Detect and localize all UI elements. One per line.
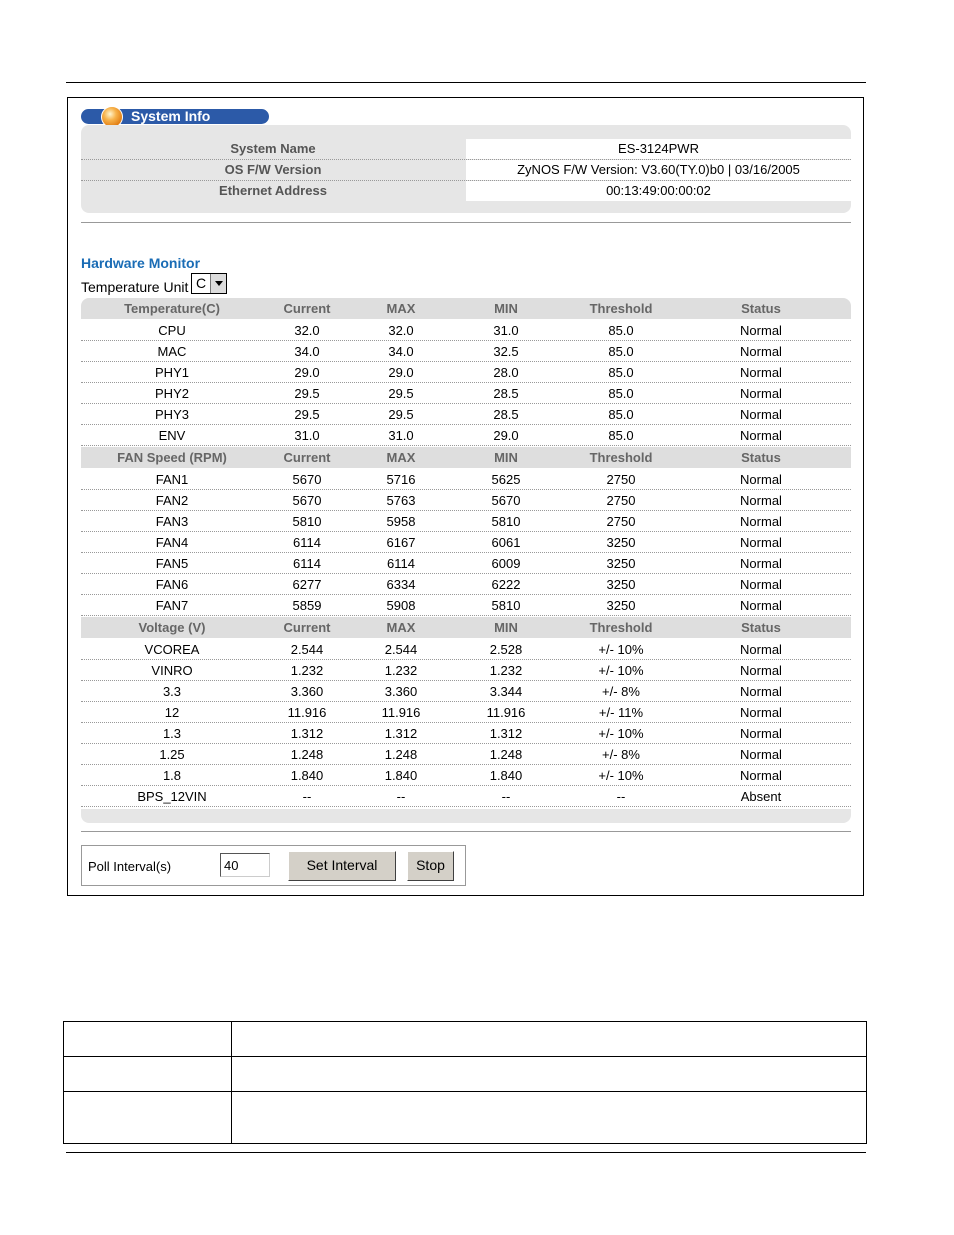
column-header: Threshold [589, 450, 653, 465]
table-cell: +/- 10% [598, 663, 644, 678]
table-header-row [81, 447, 851, 468]
system-name-label: System Name [230, 141, 316, 156]
table-cell: Normal [740, 407, 782, 422]
table-cell: 5859 [292, 598, 322, 613]
table-cell: 1.840 [384, 768, 418, 783]
section-separator [81, 222, 851, 223]
table-row [81, 404, 851, 425]
table-cell: 1.3 [162, 726, 182, 741]
table-cell: Normal [740, 365, 782, 380]
temperature-unit-label: Temperature Unit [81, 279, 189, 295]
column-header: Threshold [589, 301, 653, 316]
os-fw-version-label: OS F/W Version [224, 162, 322, 177]
table-row [81, 532, 851, 553]
table-cell: 5908 [386, 598, 416, 613]
table-cell: CPU [158, 323, 186, 338]
table-cell: 3250 [606, 556, 636, 571]
table-cell: 6167 [386, 535, 416, 550]
table-cell: ENV [158, 428, 186, 443]
table-header-row [81, 617, 851, 638]
table-cell: 2.528 [489, 642, 523, 657]
column-header: Voltage (V) [138, 620, 206, 635]
table-cell: +/- 10% [598, 726, 644, 741]
ethernet-address-row [81, 181, 851, 201]
table-cell: 5670 [292, 493, 322, 508]
table-cell: 85.0 [608, 386, 634, 401]
table-cell: 5625 [491, 472, 521, 487]
column-header: Temperature(C) [124, 301, 220, 316]
table-cell: VINRO [151, 663, 193, 678]
table-row [81, 320, 851, 341]
table-cell: PHY3 [155, 407, 189, 422]
table-cell: 29.5 [388, 386, 414, 401]
table-cell: 29.5 [294, 386, 320, 401]
table-cell: 1.25 [159, 747, 185, 762]
table-cell: 3.344 [489, 684, 523, 699]
table-cell: 32.0 [388, 323, 414, 338]
row-divider [81, 615, 851, 616]
table-cell: Normal [740, 386, 782, 401]
table-cell: 6061 [491, 535, 521, 550]
set-interval-button[interactable]: Set Interval [288, 851, 396, 881]
table-cell: 1.248 [290, 747, 324, 762]
table-cell: 6222 [491, 577, 521, 592]
table-cell: +/- 10% [598, 642, 644, 657]
table-cell: 6277 [292, 577, 322, 592]
table-cell: FAN1 [155, 472, 189, 487]
table-cell: 31.0 [294, 428, 320, 443]
table-row [81, 362, 851, 383]
table-footer [81, 809, 851, 823]
table-cell: 85.0 [608, 407, 634, 422]
bottom-rule [66, 1152, 866, 1153]
column-header: Threshold [589, 620, 653, 635]
table-cell: FAN4 [155, 535, 189, 550]
table-cell: 1.248 [384, 747, 418, 762]
table-cell: 3.360 [290, 684, 324, 699]
table-cell: 1.232 [489, 663, 523, 678]
hardware-monitor-table [81, 298, 851, 824]
table-cell: Normal [740, 642, 782, 657]
table-cell: PHY2 [155, 386, 189, 401]
top-rule [66, 82, 866, 83]
column-header: Current [283, 301, 331, 316]
hardware-monitor-title: Hardware Monitor [81, 255, 201, 271]
column-header: MIN [494, 620, 518, 635]
column-header: MAX [386, 620, 416, 635]
column-header: MAX [386, 301, 416, 316]
poll-interval-input[interactable] [220, 853, 270, 877]
table-cell: Normal [740, 514, 782, 529]
table-row [81, 744, 851, 765]
table-cell: 6009 [491, 556, 521, 571]
column-header: Status [741, 301, 781, 316]
table-row [81, 786, 851, 807]
table-cell: 1.248 [489, 747, 523, 762]
table-row [81, 765, 851, 786]
description-table [63, 1021, 867, 1144]
table-cell: Normal [740, 428, 782, 443]
table-cell: 28.0 [493, 365, 519, 380]
table-cell: 85.0 [608, 323, 634, 338]
table-row [81, 553, 851, 574]
system-info-title: System Info [131, 108, 211, 124]
table-cell: 6114 [293, 556, 321, 571]
table-row [81, 723, 851, 744]
table-cell: 85.0 [608, 428, 634, 443]
table-cell: 12 [164, 705, 180, 720]
table-cell: 1.840 [290, 768, 324, 783]
column-header: Current [283, 620, 331, 635]
row-divider [81, 445, 851, 446]
table-cell: 5763 [386, 493, 416, 508]
table-cell: 6114 [293, 535, 321, 550]
os-fw-version-value: ZyNOS F/W Version: V3.60(TY.0)b0 | 03/16/2005 [466, 160, 851, 180]
table-cell: 5810 [491, 514, 521, 529]
table-cell: 29.5 [294, 407, 320, 422]
table-row [81, 490, 851, 511]
table-row [81, 681, 851, 702]
os-fw-version-row [81, 160, 851, 180]
table-cell: +/- 10% [598, 768, 644, 783]
table-cell: 28.5 [493, 386, 519, 401]
table-cell: -- [396, 789, 406, 804]
table-cell: 29.0 [493, 428, 519, 443]
column-header: FAN Speed (RPM) [117, 450, 227, 465]
table-cell: 1.312 [489, 726, 523, 741]
row-divider [64, 1056, 866, 1057]
table-cell: +/- 11% [598, 705, 644, 720]
column-divider [231, 1022, 232, 1143]
table-cell: 6114 [387, 556, 415, 571]
section-separator [81, 831, 851, 832]
table-cell: 5958 [386, 514, 416, 529]
table-cell: 11.916 [381, 705, 421, 720]
table-cell: 29.5 [388, 407, 414, 422]
table-cell: Normal [740, 663, 782, 678]
table-cell: Normal [740, 577, 782, 592]
table-cell: 3250 [606, 598, 636, 613]
table-cell: Normal [740, 344, 782, 359]
table-cell: FAN6 [155, 577, 189, 592]
table-cell: 5670 [491, 493, 521, 508]
table-cell: FAN3 [155, 514, 189, 529]
table-cell: -- [302, 789, 312, 804]
table-cell: 28.5 [493, 407, 519, 422]
table-cell: Normal [740, 726, 782, 741]
table-cell: Absent [740, 789, 782, 804]
stop-button[interactable]: Stop [407, 851, 454, 881]
table-cell: 5716 [386, 472, 416, 487]
table-cell: 34.0 [294, 344, 320, 359]
table-cell: 34.0 [388, 344, 414, 359]
table-cell: Normal [740, 535, 782, 550]
table-row [81, 383, 851, 404]
table-cell: Normal [740, 323, 782, 338]
table-row [81, 511, 851, 532]
column-header: MAX [386, 450, 416, 465]
column-header: Status [741, 450, 781, 465]
table-cell: 1.312 [290, 726, 324, 741]
system-name-value: ES-3124PWR [466, 139, 851, 159]
table-cell: +/- 8% [602, 684, 640, 699]
table-cell: 32.0 [294, 323, 320, 338]
temperature-unit-value: C [196, 275, 207, 291]
table-cell: Normal [740, 493, 782, 508]
table-cell: -- [501, 789, 511, 804]
table-cell: 2.544 [384, 642, 418, 657]
table-cell: 2750 [606, 493, 636, 508]
table-cell: VCOREA [144, 642, 200, 657]
table-cell: 3250 [606, 535, 636, 550]
table-cell: 31.0 [388, 428, 414, 443]
table-cell: 2750 [606, 514, 636, 529]
table-cell: Normal [740, 705, 782, 720]
poll-interval-label: Poll Interval(s) [88, 859, 172, 874]
table-row [81, 660, 851, 681]
table-row [81, 341, 851, 362]
system-info-panel [81, 125, 851, 213]
table-cell: FAN2 [155, 493, 189, 508]
temperature-unit-select[interactable] [191, 273, 227, 294]
table-row [81, 425, 851, 446]
table-cell: 29.0 [294, 365, 320, 380]
table-row [81, 702, 851, 723]
table-cell: Normal [740, 556, 782, 571]
table-cell: -- [616, 789, 626, 804]
table-cell: 2750 [606, 472, 636, 487]
chevron-down-icon[interactable] [210, 274, 226, 293]
table-cell: 31.0 [493, 323, 519, 338]
table-cell: FAN7 [155, 598, 189, 613]
table-cell: 3.3 [162, 684, 182, 699]
table-cell: Normal [740, 684, 782, 699]
table-cell: 5810 [292, 514, 322, 529]
system-info-title-bar [81, 109, 269, 124]
table-cell: Normal [740, 768, 782, 783]
table-cell: Normal [740, 472, 782, 487]
table-row [81, 469, 851, 490]
table-cell: 3.360 [384, 684, 418, 699]
table-cell: Normal [740, 598, 782, 613]
table-cell: 1.840 [489, 768, 523, 783]
table-cell: 2.544 [290, 642, 324, 657]
table-cell: +/- 8% [602, 747, 640, 762]
table-row [81, 595, 851, 616]
column-header: MIN [494, 301, 518, 316]
table-cell: 3250 [606, 577, 636, 592]
table-cell: 11.916 [486, 705, 526, 720]
table-row [81, 574, 851, 595]
table-cell: 32.5 [493, 344, 519, 359]
ethernet-address-label: Ethernet Address [219, 183, 327, 198]
table-cell: 1.8 [162, 768, 182, 783]
poll-interval-box [81, 845, 466, 886]
table-row [81, 639, 851, 660]
row-divider [64, 1091, 866, 1092]
table-cell: 1.232 [384, 663, 418, 678]
table-cell: PHY1 [155, 365, 189, 380]
ethernet-address-value: 00:13:49:00:00:02 [466, 181, 851, 201]
table-cell: 11.916 [287, 705, 327, 720]
row-divider [81, 806, 851, 807]
table-cell: 1.312 [384, 726, 418, 741]
table-cell: 1.232 [290, 663, 324, 678]
table-cell: 29.0 [388, 365, 414, 380]
table-cell: 5810 [491, 598, 521, 613]
table-cell: 6334 [386, 577, 416, 592]
table-cell: 85.0 [608, 365, 634, 380]
column-header: Current [283, 450, 331, 465]
table-cell: BPS_12VIN [137, 789, 207, 804]
table-cell: 85.0 [608, 344, 634, 359]
table-cell: Normal [740, 747, 782, 762]
column-header: Status [741, 620, 781, 635]
system-name-row [81, 139, 851, 159]
table-cell: FAN5 [155, 556, 189, 571]
table-cell: 5670 [292, 472, 322, 487]
column-header: MIN [494, 450, 518, 465]
table-header-row [81, 298, 851, 319]
screenshot-frame [67, 97, 864, 896]
table-cell: MAC [157, 344, 187, 359]
